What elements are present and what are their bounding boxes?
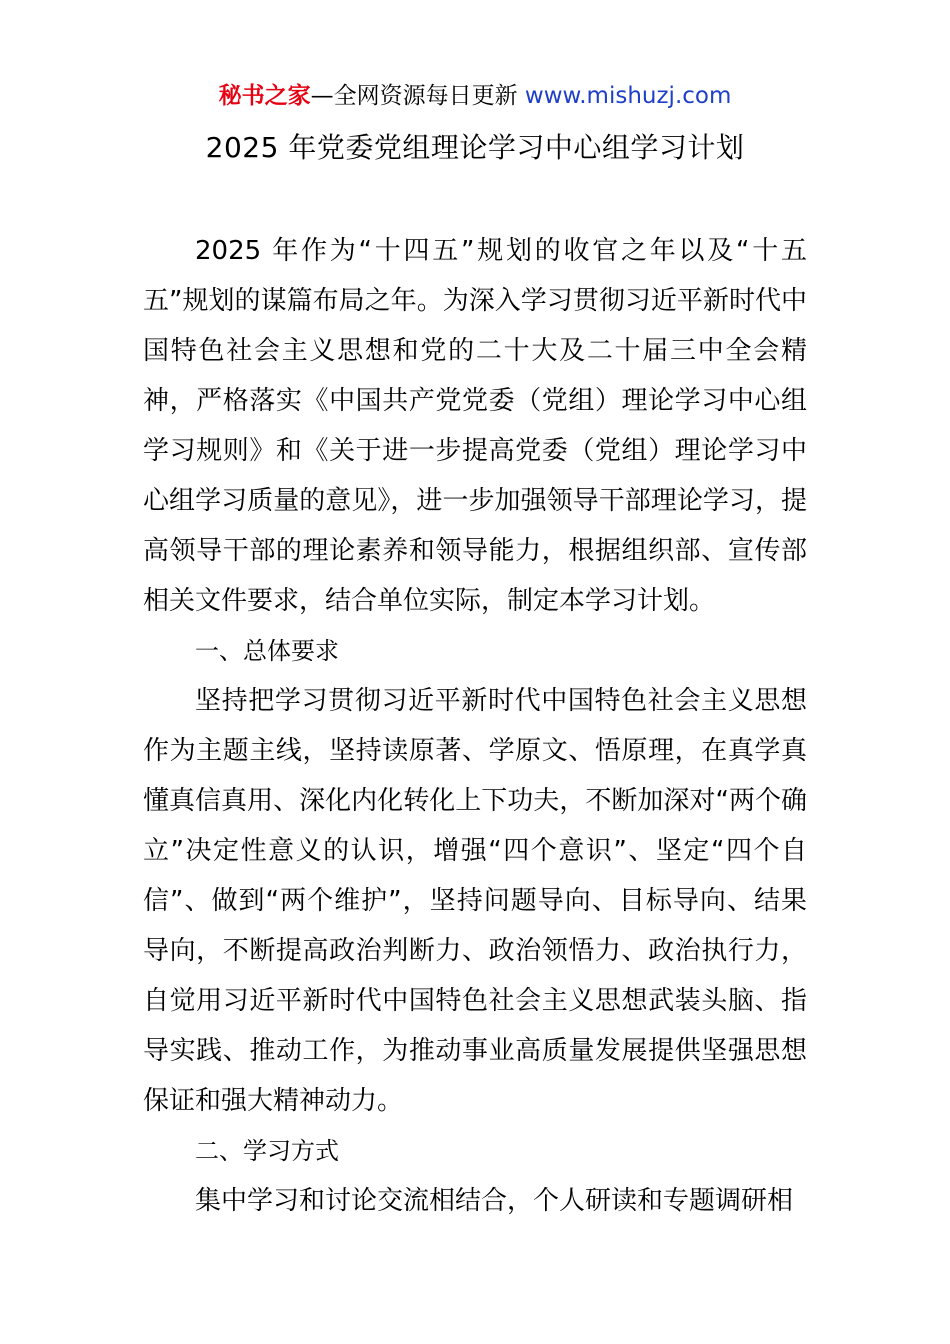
section-heading-general-requirements: 一、总体要求 [195, 637, 339, 665]
study-methods-paragraph: 集中学习和讨论交流相结合，个人研读和专题调研相 [195, 1186, 794, 1216]
document-title: 2025 年党委党组理论学习中心组学习计划 [205, 131, 745, 164]
brand-name: 秘书之家 [218, 83, 311, 109]
document-body [143, 226, 807, 1226]
general-requirements-paragraph: 坚持把学习贯彻习近平新时代中国特色社会主义思想作为主题主线，坚持读原著、学原文、悟原理，在真学真懂真信真用、深化内化转化上下功夫，不断加深对“两个确立”决定性意义的认识，增强“四个意识”、坚定“四个自信”、做到“两个维护”，坚持问题导向、目标导向、结果导向，不断提高政治判断力、政治领悟力、政治执行力，自觉用习近平新时代中国特色社会主义思想武装头脑、指导实践、推动工作，为推动事业高质量发展提供坚强思想保证和强大精神动力。 [143, 686, 807, 1116]
site-header [0, 80, 950, 112]
section-heading-study-methods: 二、学习方式 [195, 1137, 339, 1165]
site-url-link[interactable]: www.mishuzj.com [524, 83, 732, 109]
header-tagline: —全网资源每日更新 [310, 83, 525, 109]
intro-paragraph: 2025 年作为“十四五”规划的收官之年以及“十五五”规划的谋篇布局之年。为深入学习贯彻习近平新时代中国特色社会主义思想和党的二十大及二十届三中全会精神，严格落实《中国共产党党委（党组）理论学习中心组学习规则》和《关于进一步提高党委（党组）理论学习中心组学习质量的意见》，进一步加强领导干部理论学习，提高领导干部的理论素养和领导能力，根据组织部、宣传部相关文件要求，结合单位实际，制定本学习计划。 [143, 236, 807, 616]
